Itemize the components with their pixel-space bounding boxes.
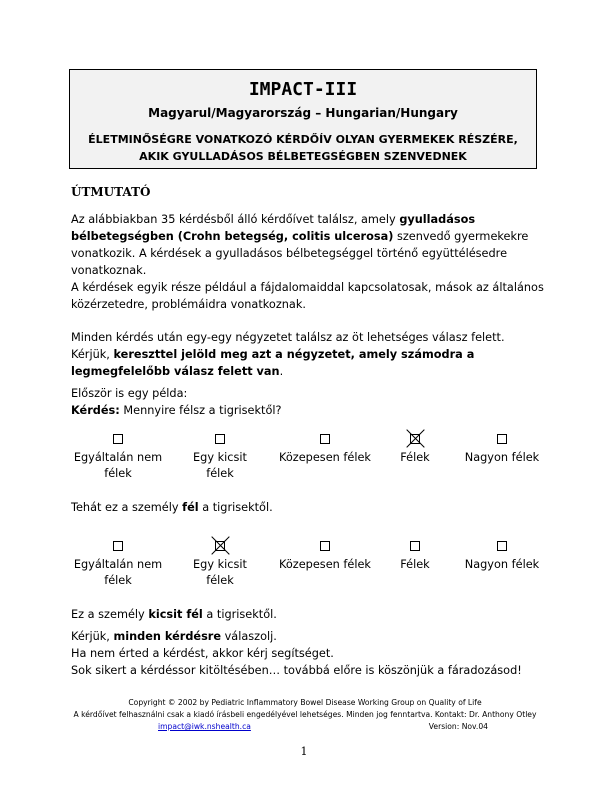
- example-scale-2: [60, 541, 550, 591]
- checkbox-icon[interactable]: [497, 434, 507, 444]
- footer-notice: A kérdőívet felhasználni csak a kiadó írásbeli engedélyével lehetséges. Minden jog fenntartva. Kontakt: Dr. Anthony Otley: [73, 710, 537, 719]
- footer-contact-row: [158, 722, 488, 731]
- scale-option-very: Nagyon félek: [452, 434, 552, 466]
- questionnaire-description: ÉLETMINŐSÉGRE VONATKOZÓ KÉRDŐÍV OLYAN GYERMEKEK RÉSZÉRE, AKIK GYULLADÁSOS BÉLBETEGSÉGBEN SZENVEDNEK: [88, 133, 518, 163]
- checkbox-icon[interactable]: [113, 434, 123, 444]
- instructions-paragraph-2: Minden kérdés után egy-egy négyzetet találsz az öt lehetséges válasz felett. Kérjük, kereszttel jelöld meg azt a négyzetet, amely számodra a legmegfelelőbb válasz felett van.: [71, 331, 505, 378]
- example-question: Mennyire félsz a tigrisektől?: [119, 404, 282, 417]
- scale-option-afraid: Félek: [365, 434, 465, 466]
- scale-option-moderately: Közepesen félek: [275, 434, 375, 466]
- checkbox-icon[interactable]: [113, 541, 123, 551]
- closing-text: Kérjük, minden kérdésre válaszolj. Ha nem érted a kérdést, akkor kérj segítséget. Sok sikert a kérdéssor kitöltésében… továbbá előre is köszönjük a fáradozásod!: [71, 630, 522, 677]
- example-intro: Először is egy példa: Kérdés: Mennyire félsz a tigrisektől?: [71, 387, 282, 417]
- checkbox-icon[interactable]: [320, 541, 330, 551]
- example-scale-1: [60, 434, 550, 484]
- question-label: Kérdés:: [71, 404, 120, 417]
- checkbox-icon[interactable]: [497, 541, 507, 551]
- checkbox-icon[interactable]: [215, 434, 225, 444]
- scale-option-a-little: Egy kicsit félek: [170, 541, 270, 589]
- contact-email-link[interactable]: impact@iwk.nshealth.ca: [158, 722, 251, 731]
- instructions-paragraph-1: Az alábbiakban 35 kérdésből álló kérdőívet találsz, amely gyulladásos bélbetegségben (Crohn betegség, colitis ulcerosa) szenvedő gyermekekre vonatkozik. A kérdések a gyulladásos bélbetegséggel történő együttélésedre vonatkoznak. A kérdések egyik része például a fájdalomaiddal kapcsolatosak, mások az általános közérzetedre, problémáidra vonatkoznak.: [71, 213, 544, 311]
- scale-option-not-at-all: Egyáltalán nem félek: [68, 434, 168, 482]
- version-label: Version: Nov.04: [428, 722, 488, 731]
- scale-option-not-at-all: Egyáltalán nem félek: [68, 541, 168, 589]
- scale-option-a-little: Egy kicsit félek: [170, 434, 270, 482]
- checkbox-icon[interactable]: [320, 434, 330, 444]
- example-1-result: Tehát ez a személy fél a tigrisektől.: [71, 501, 273, 514]
- checked-cross-icon[interactable]: [215, 541, 225, 551]
- footer-copyright: Copyright © 2002 by Pediatric Inflammatory Bowel Disease Working Group on Quality of Life: [128, 698, 482, 707]
- scale-option-afraid: Félek: [365, 541, 465, 573]
- scale-option-moderately: Közepesen félek: [275, 541, 375, 573]
- example-2-result: Ez a személy kicsit fél a tigrisektől.: [71, 608, 277, 621]
- page-number: 1: [300, 745, 308, 758]
- instructions-heading: ÚTMUTATÓ: [71, 185, 151, 199]
- document-subtitle: Magyarul/Magyarország – Hungarian/Hungary: [148, 106, 458, 120]
- checked-cross-icon[interactable]: [410, 434, 420, 444]
- scale-option-very: Nagyon félek: [452, 541, 552, 573]
- header-box: [69, 69, 537, 169]
- checkbox-icon[interactable]: [410, 541, 420, 551]
- document-title: IMPACT-III: [248, 79, 358, 100]
